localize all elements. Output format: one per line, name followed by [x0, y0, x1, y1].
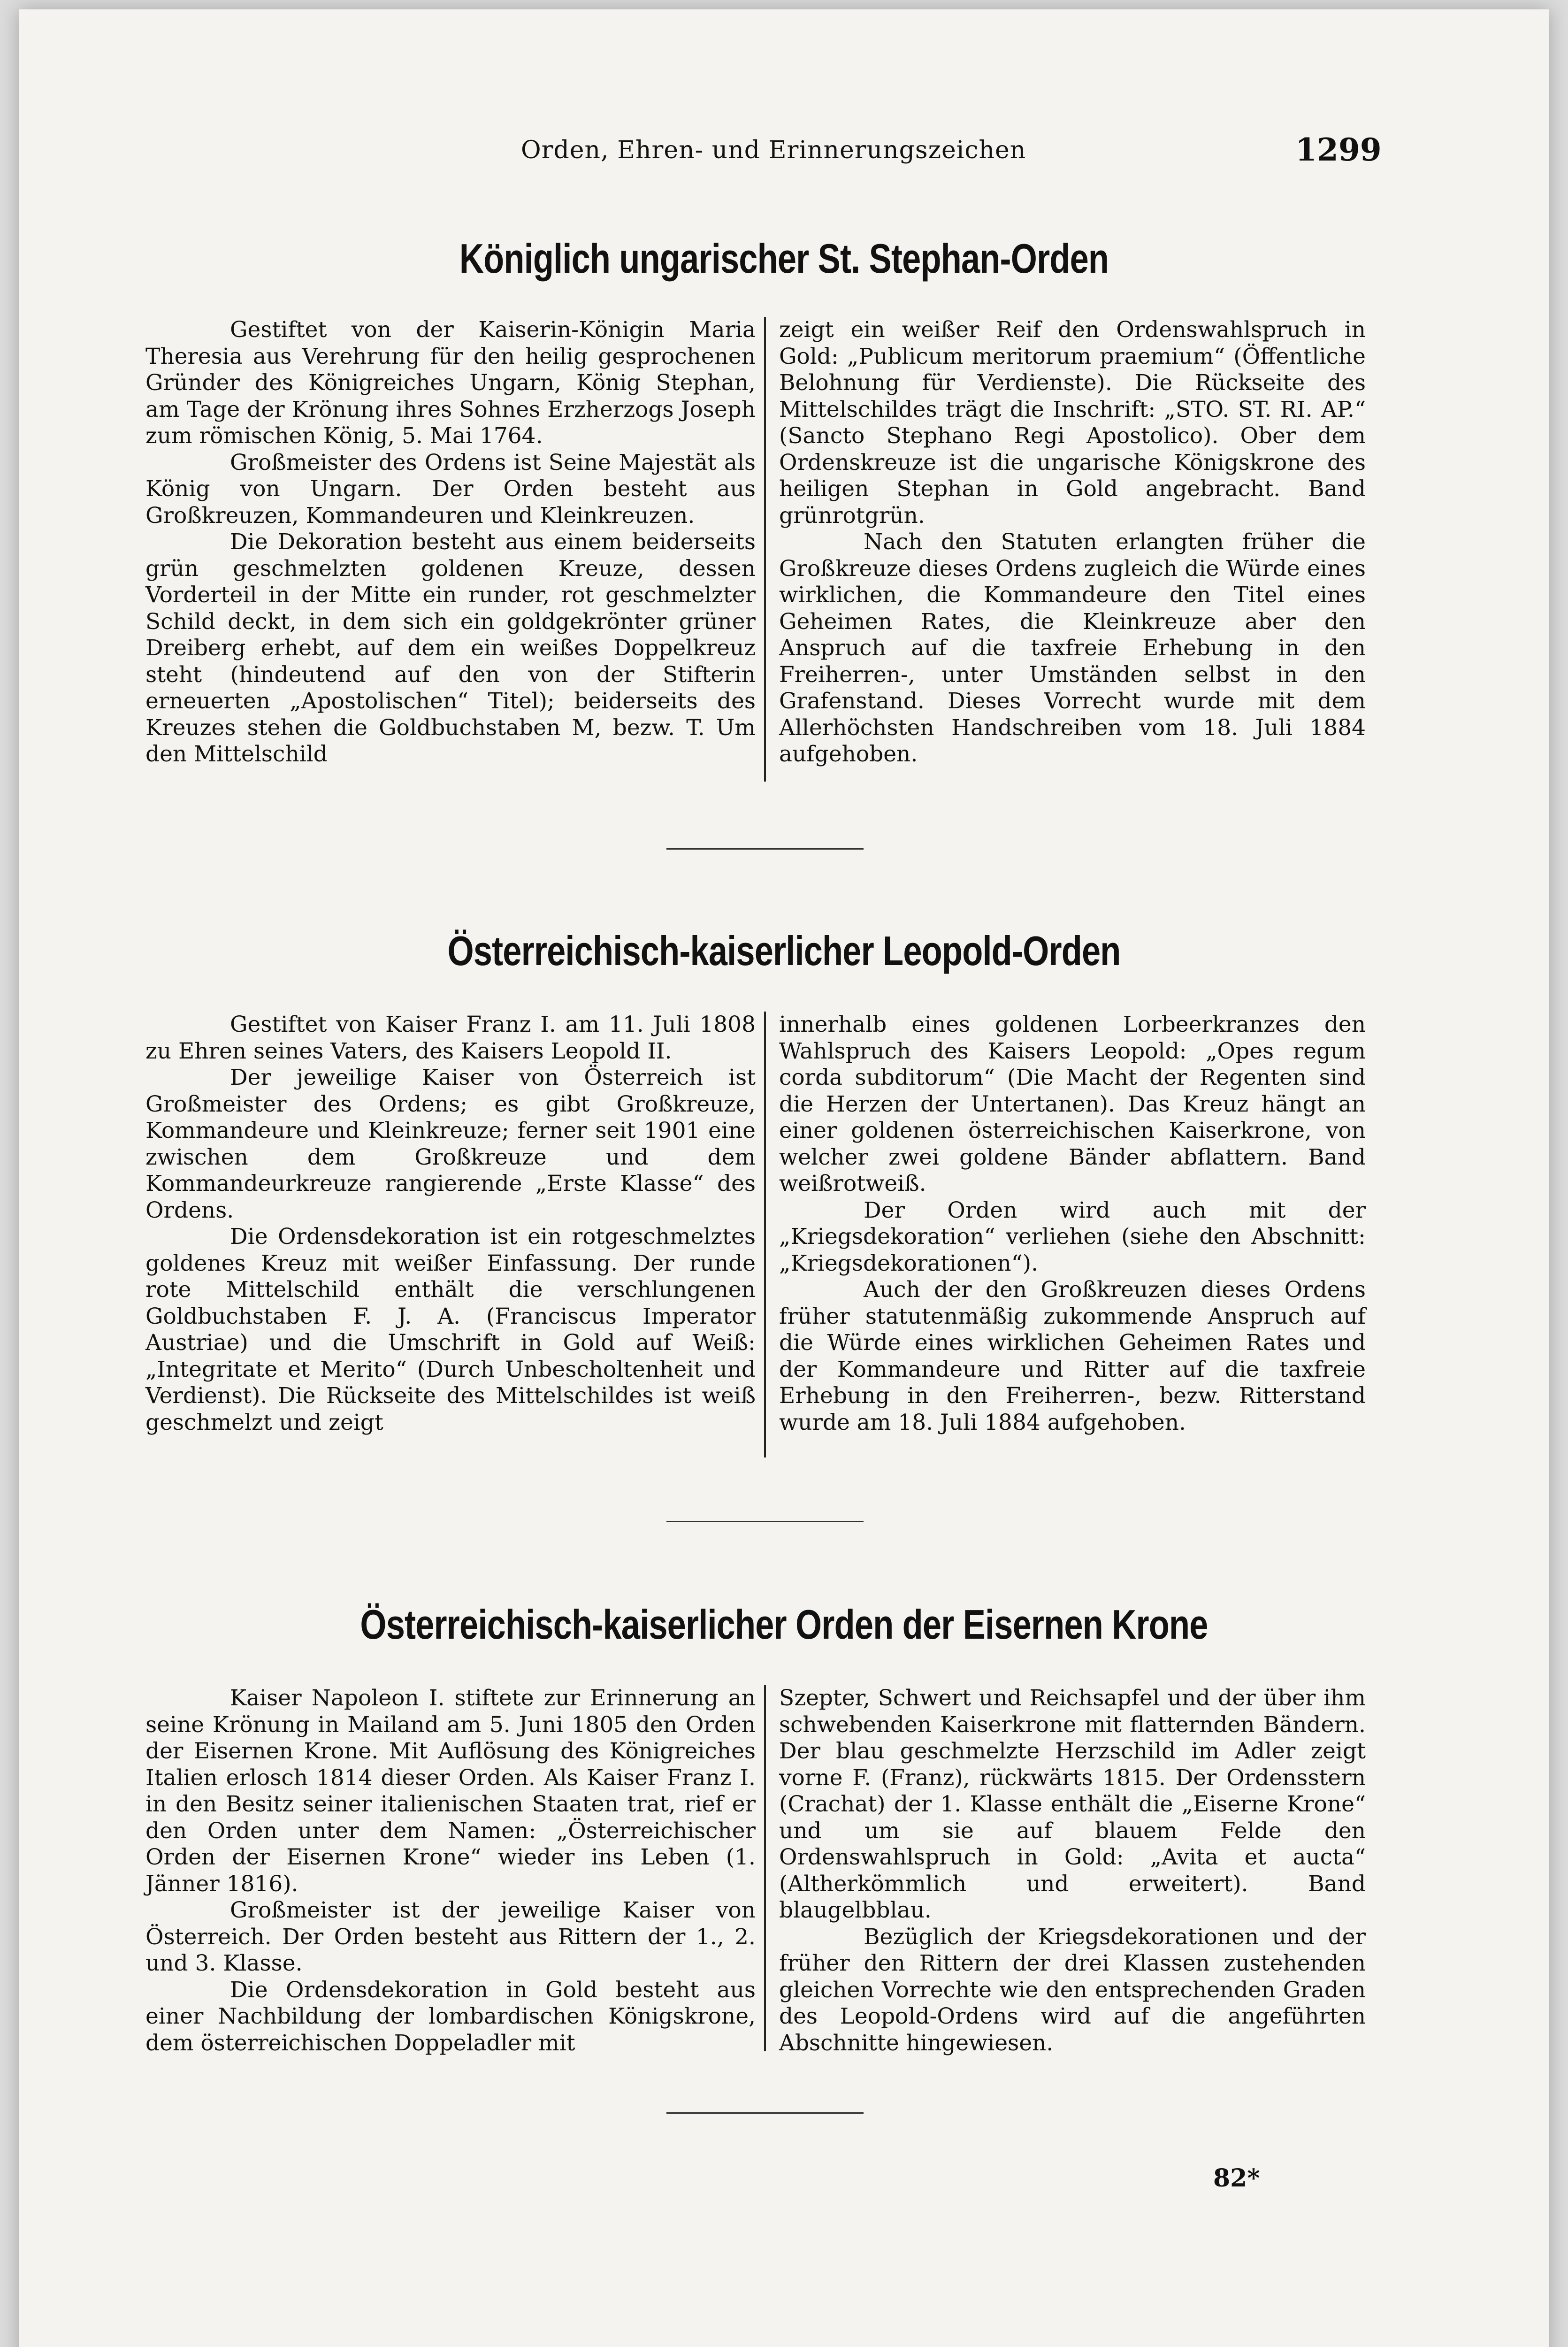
section-separator [666, 1521, 864, 1522]
paragraph: Gestiftet von der Kaiserin-Königin Maria Theresia aus Verehrung für den heilig gesprochenen Gründer des Königreiches Ungarn, König Stephan, am Tage der Krönung ihres Sohnes Erzherzogs Joseph zum römischen König, 5. Mai 1764. [145, 317, 756, 449]
section-title-stephan: Königlich ungarischer St. Stephan-Orden [459, 235, 1109, 282]
paragraph: Auch der den Großkreuzen dieses Ordens früher statutenmäßig zukommende Anspruch auf die Würde eines wirklichen Geheimen Rates und der Kommandeure und Ritter auf die taxfreie Erhebung in den Freiherren-, bezw. Ritterstand wurde am 18. Juli 1884 aufgehoben. [779, 1277, 1366, 1435]
paragraph: Nach den Statuten erlangten früher die Großkreuze dieses Ordens zugleich die Würde eines wirklichen, die Kommandeure den Titel eines Geheimen Rates, die Kleinkreuze aber den Anspruch auf die taxfreie Erhebung in den Freiherren-, unter Umständen selbst in den Grafenstand. Dieses Vorrecht wurde mit dem Allerhöchsten Handschreiben vom 18. Juli 1884 aufgehoben. [779, 529, 1366, 767]
paragraph: Die Ordensdekoration ist ein rotgeschmelztes goldenes Kreuz mit weißer Einfassung. Der runde rote Mittelschild enthält die verschlungenen Goldbuchstaben F. J. A. (Franciscus Imperator Austriae) und die Umschrift in Gold auf Weiß: „Integritate et Merito“ (Durch Unbescholtenheit und Verdienst). Die Rückseite des Mittelschildes ist weiß geschmelzt und zeigt [145, 1224, 756, 1435]
book-page [19, 9, 1549, 2347]
section-eiserne-krone-right-column [779, 1685, 1366, 2056]
section-stephan-left-column [145, 317, 756, 768]
column-divider [764, 1685, 766, 2051]
paragraph: Gestiftet von Kaiser Franz I. am 11. Juli 1808 zu Ehren seines Vaters, des Kaisers Leopold II. [145, 1012, 756, 1064]
paragraph: Großmeister des Ordens ist Seine Majestät als König von Ungarn. Der Orden besteht aus Großkreuzen, Kommandeuren und Kleinkreuzen. [145, 449, 756, 529]
section-separator [666, 848, 864, 850]
paragraph: Die Dekoration besteht aus einem beiderseits grün geschmelzten goldenen Kreuze, dessen Vorderteil in der Mitte ein runder, rot geschmelzter Schild deckt, in dem sich ein goldgekrönter grüner Dreiberg erhebt, auf dem ein weißes Doppelkreuz steht (hindeutend auf den von der Stifterin erneuerten „Apostolischen“ Titel); beiderseits des Kreuzes stehen die Goldbuchstaben M, bezw. T. Um den Mittelschild [145, 529, 756, 767]
section-separator [666, 2112, 864, 2114]
section-stephan-right-column [779, 317, 1366, 768]
paragraph: Der jeweilige Kaiser von Österreich ist Großmeister des Ordens; es gibt Großkreuze, Kommandeure und Kleinkreuze; ferner seit 1901 eine zwischen dem Großkreuze und dem Kommandeurkreuze rangierende „Erste Klasse“ des Ordens. [145, 1065, 756, 1223]
paragraph: zeigt ein weißer Reif den Ordenswahlspruch in Gold: „Publicum meritorum praemium“ (Öffentliche Belohnung für Verdienste). Die Rückseite des Mittelschildes trägt die Inschrift: „STO. ST. RI. AP.“ (Sancto Stephano Regi Apostolico). Ober dem Ordenskreuze ist die ungarische Königskrone des heiligen Stephan in Gold angebracht. Band grünrotgrün. [779, 317, 1366, 529]
signature-mark: 82* [1213, 2164, 1260, 2193]
column-divider [764, 317, 766, 782]
column-divider [764, 1012, 766, 1457]
paragraph: Kaiser Napoleon I. stiftete zur Erinnerung an seine Krönung in Mailand am 5. Juni 1805 den Orden der Eisernen Krone. Mit Auflösung des Königreiches Italien erlosch 1814 dieser Orden. Als Kaiser Franz I. in den Besitz seiner italienischen Staaten trat, rief er den Orden unter dem Namen: „Österreichischer Orden der Eisernen Krone“ wieder ins Leben (1. Jänner 1816). [145, 1685, 756, 1897]
paragraph: Großmeister ist der jeweilige Kaiser von Österreich. Der Orden besteht aus Rittern der 1., 2. und 3. Klasse. [145, 1897, 756, 1976]
running-title: Orden, Ehren- und Erinnerungszeichen [521, 136, 1026, 164]
page-number: 1299 [1295, 131, 1382, 168]
section-leopold-right-column [779, 1012, 1366, 1436]
paragraph: Szepter, Schwert und Reichsapfel und der über ihm schwebenden Kaiserkrone mit flatternden Bändern. Der blau geschmelzte Herzschild im Adler zeigt vorne F. (Franz), rückwärts 1815. Der Ordensstern (Crachat) der 1. Klasse enthält die „Eiserne Krone“ und um sie auf blauem Felde den Ordenswahlspruch in Gold: „Avita et aucta“ (Altherkömmlich und erweitert). Band blaugelbblau. [779, 1685, 1366, 1923]
section-title-leopold: Österreichisch-kaiserlicher Leopold-Orden [447, 928, 1121, 974]
paragraph: Bezüglich der Kriegsdekorationen und der früher den Rittern der drei Klassen zustehenden gleichen Vorrechte wie den entsprechenden Graden des Leopold-Ordens wird auf die angeführten Abschnitte hingewiesen. [779, 1924, 1366, 2056]
section-eiserne-krone-left-column [145, 1685, 756, 2056]
section-title-eiserne-krone: Österreichisch-kaiserlicher Orden der Eisernen Krone [360, 1601, 1208, 1648]
paragraph: innerhalb eines goldenen Lorbeerkranzes den Wahlspruch des Kaisers Leopold: „Opes regum corda subditorum“ (Die Macht der Regenten sind die Herzen der Untertanen). Das Kreuz hängt an einer goldenen österreichischen Kaiserkrone, von welcher zwei goldene Bänder abflattern. Band weißrotweiß. [779, 1012, 1366, 1197]
section-leopold-left-column [145, 1012, 756, 1436]
paragraph: Der Orden wird auch mit der „Kriegsdekoration“ verliehen (siehe den Abschnitt: „Kriegsdekorationen“). [779, 1197, 1366, 1276]
paragraph: Die Ordensdekoration in Gold besteht aus einer Nachbildung der lombardischen Königskrone, dem österreichischen Doppeladler mit [145, 1977, 756, 2056]
